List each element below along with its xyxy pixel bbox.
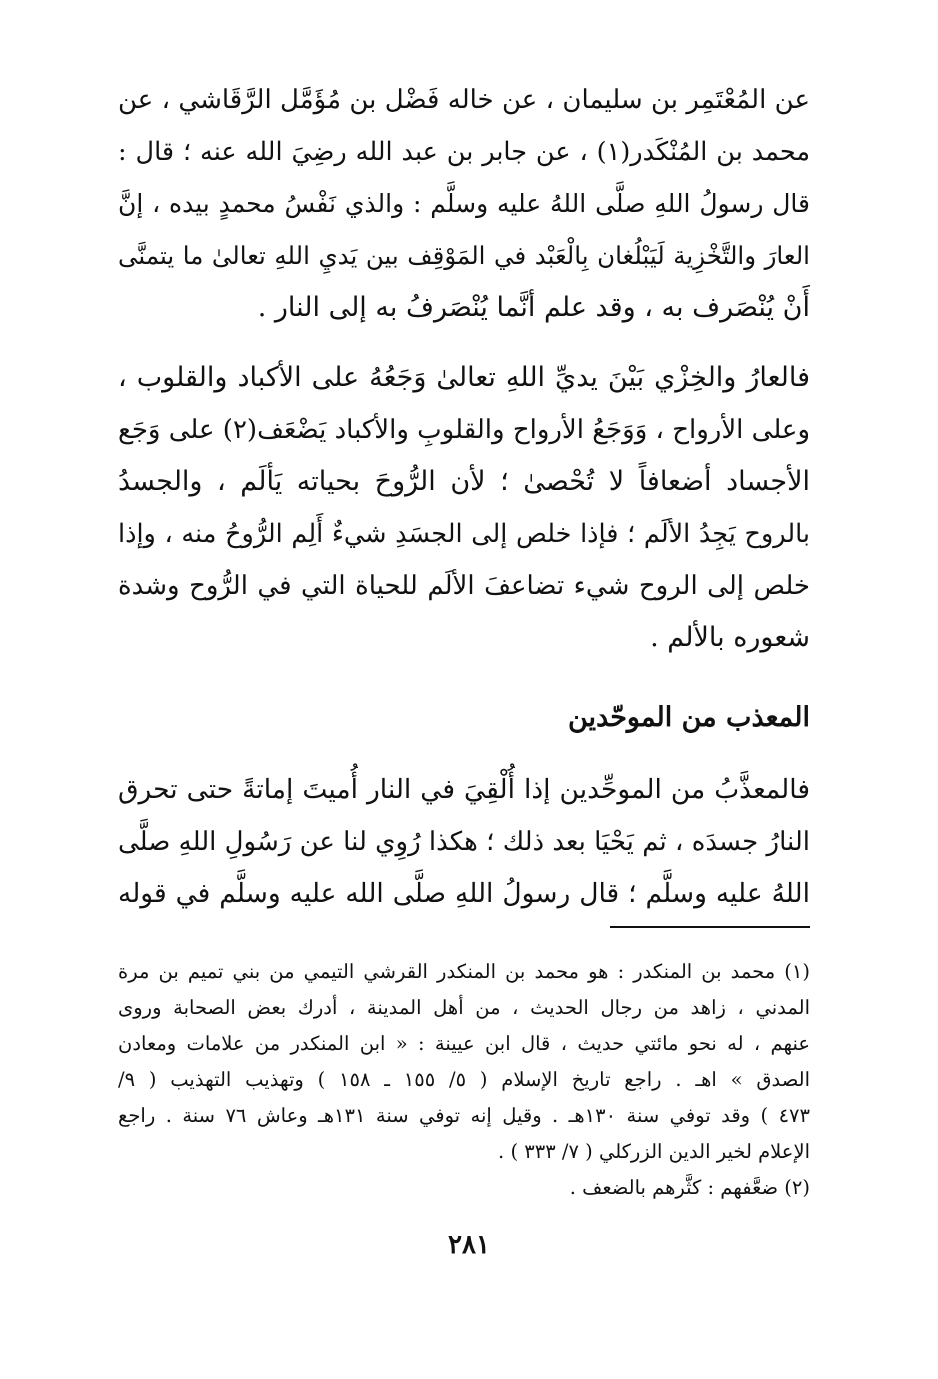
footnote-line: الصدق » اهـ . راجع تاريخ الإسلام ( ٥/ ١٥٥ ـ ١٥٨ ) وتهذيب التهذيب ( ٩/ (118, 1068, 810, 1091)
paragraph-commentary (118, 352, 810, 664)
footnote-line: (٢) ضعَّفهم : كثَّرهم بالضعف . (569, 1176, 810, 1199)
text-line: أَنْ يُنْصَرف به ، وقد علم أنَّما يُنْصَرفُ به إلى النار . (257, 292, 810, 323)
page-number: ٢٨١ (448, 1230, 490, 1260)
footnote-line: (١) محمد بن المنكدر : هو محمد بن المنكدر القرشي التيمي من بني تميم بن مرة (118, 960, 810, 983)
text-line: الأجساد أضعافاً لا تُحْصىٰ ؛ لأن الرُّوحَ بحياته يَألَم ، والجسدُ (118, 466, 810, 497)
footnote-line: الإعلام لخير الدين الزركلي ( ٧/ ٣٣٣ ) . (498, 1140, 810, 1163)
paragraph-hadith (118, 74, 810, 334)
footnote-separator (610, 926, 810, 928)
section-heading: المعذب من الموحّدين (568, 702, 810, 733)
text-line: فالمعذَّبُ من الموحِّدين إذا أُلْقِيَ في النار أُميتَ إماتةً حتى تحرق (118, 774, 810, 805)
page-body (118, 74, 810, 1206)
text-line: اللهُ عليه وسلَّم ؛ قال رسولُ اللهِ صلَّى الله عليه وسلَّم في قوله (118, 878, 810, 909)
footnote-line: عنهم ، له نحو مائتي حديث ، قال ابن عيينة : « ابن المنكدر من علامات ومعادن (118, 1032, 810, 1055)
text-line: قال رسولُ اللهِ صلَّى اللهُ عليه وسلَّم : والذي نَفْسُ محمدٍ بيده ، إنَّ (118, 189, 811, 218)
paragraph-section (118, 764, 810, 920)
text-line: النارُ جسدَه ، ثم يَحْيَا بعد ذلك ؛ هكذا رُوِي لنا عن رَسُولِ اللهِ صلَّى (118, 827, 810, 857)
text-line: عن المُعْتَمِر بن سليمان ، عن خاله فَضْل بن مُؤَمَّل الرَّقَاشي ، عن (118, 85, 810, 115)
text-line: شعوره بالألم . (650, 622, 810, 653)
footnote-line: المدني ، زاهد من رجال الحديث ، من أهل المدينة ، أدرك بعض الصحابة وروى (118, 996, 810, 1019)
text-line: العارَ والتَّخْزِية لَيَبْلُغان بِالْعَبْد في المَوْقِف بين يَديِ اللهِ تعالىٰ ما يتمنَّى (118, 241, 810, 270)
text-line: بالروح يَجِدُ الألَم ؛ فإذا خلص إلى الجسَدِ شيءٌ أَلِم الرُّوحُ منه ، وإذا (118, 519, 810, 549)
footnote-line: ٤٧٣ ) وقد توفي سنة ١٣٠هـ . وقيل إنه توفي سنة ١٣١هـ وعاش ٧٦ سنة . راجع (118, 1104, 810, 1127)
text-line: خلص إلى الروح شيء تضاعفَ الألَم للحياة التي في الرُّوح وشدة (118, 571, 810, 601)
footnotes (118, 954, 810, 1206)
text-line: فالعارُ والخِزْي بَيْنَ يديِّ اللهِ تعالىٰ وَجَعُهُ على الأكباد والقلوب ، (118, 362, 810, 393)
text-line: وعلى الأرواح ، وَوَجَعُ الأرواح والقلوبِ والأكباد يَضْعَف(٢) على وَجَع (118, 415, 810, 445)
text-line: محمد بن المُنْكَدر(١) ، عن جابر بن عبد الله رضِيَ الله عنه ؛ قال : (118, 137, 811, 167)
